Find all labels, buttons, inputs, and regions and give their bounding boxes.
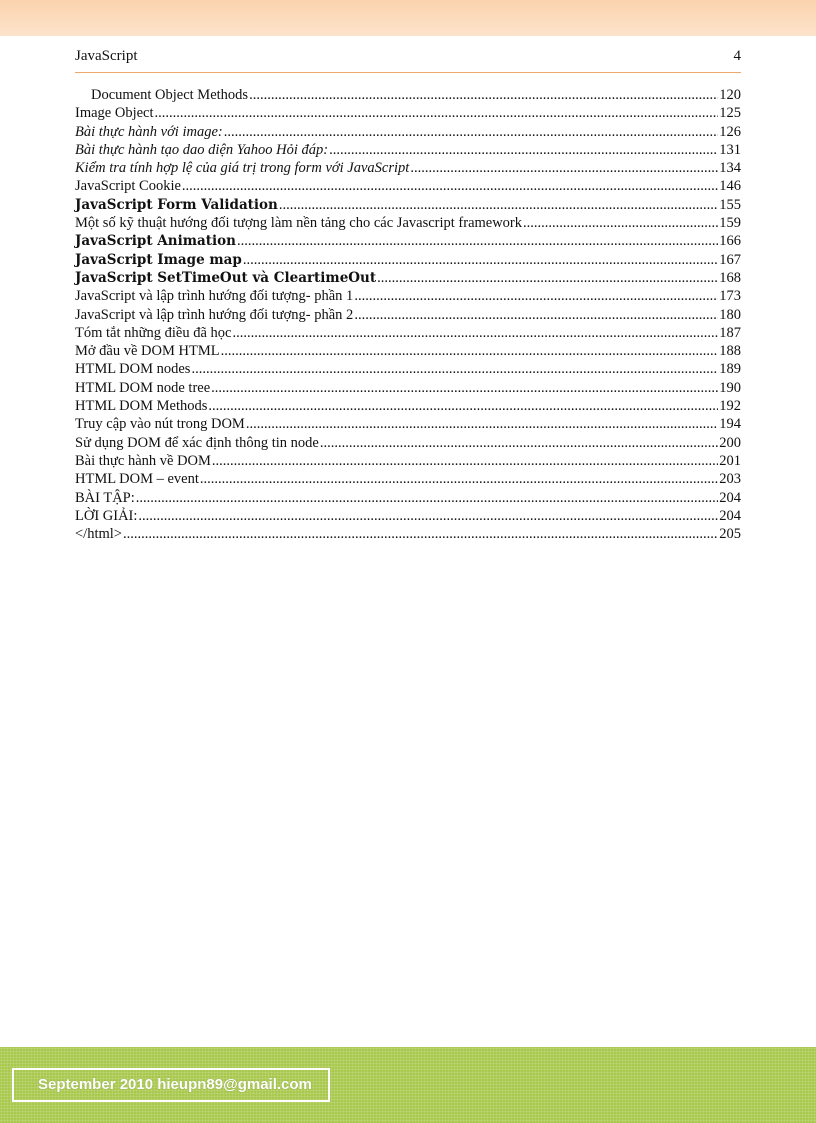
toc-entry[interactable] — [75, 141, 741, 159]
toc-entry-label: Bài thực hành tạo dao diện Yahoo Hỏi đáp: — [75, 141, 329, 158]
toc-entry-page: 126 — [719, 123, 741, 140]
toc-entry[interactable] — [75, 104, 741, 122]
toc-entry-page: 201 — [719, 452, 741, 469]
toc-entry-page: 155 — [719, 196, 741, 213]
toc-entry[interactable] — [75, 324, 741, 342]
toc-entry-label: JavaScript Image map — [75, 251, 242, 268]
toc-entry[interactable] — [75, 269, 741, 287]
toc-entry-label: HTML DOM node tree — [75, 379, 211, 396]
header-title: JavaScript — [75, 48, 138, 64]
toc-entry[interactable] — [75, 379, 741, 397]
toc-leader-dots — [320, 434, 718, 452]
footer-box — [12, 1068, 330, 1102]
toc-entry-page: 200 — [719, 434, 741, 451]
toc-entry-label: HTML DOM Methods — [75, 398, 208, 415]
toc-entry[interactable] — [75, 232, 741, 250]
toc-entry-label: BÀI TẬP: — [75, 489, 135, 506]
toc-leader-dots — [191, 360, 718, 378]
toc-entry-label: JavaScript SetTimeOut và CleartimeOut — [75, 269, 377, 286]
toc-leader-dots — [212, 452, 718, 470]
toc-entry[interactable] — [75, 214, 741, 232]
toc-entry[interactable] — [75, 415, 741, 433]
toc-entry[interactable] — [75, 525, 741, 543]
toc-leader-dots — [136, 489, 718, 507]
toc-leader-dots — [211, 379, 718, 397]
toc-entry-page: 125 — [719, 105, 741, 122]
toc-entry[interactable] — [75, 434, 741, 452]
toc-entry-page: 146 — [719, 178, 741, 195]
toc-entry-page: 131 — [719, 141, 741, 158]
toc-entry[interactable] — [75, 177, 741, 195]
toc-entry[interactable] — [75, 86, 741, 104]
toc-entry[interactable] — [75, 123, 741, 141]
toc-leader-dots — [354, 287, 718, 305]
toc-entry-label: JavaScript và lập trình hướng đối tượng- phần 2 — [75, 306, 354, 323]
toc-entry[interactable] — [75, 251, 741, 269]
toc-leader-dots — [200, 470, 718, 488]
toc-leader-dots — [155, 104, 719, 122]
toc-entry-page: 168 — [719, 269, 741, 286]
toc-entry[interactable] — [75, 159, 741, 177]
toc-entry-label: Truy cập vào nút trong DOM — [75, 416, 245, 433]
toc-entry-label: JavaScript Animation — [75, 233, 236, 250]
toc-entry-label: JavaScript và lập trình hướng đối tượng- phần 1 — [75, 288, 354, 305]
toc-leader-dots — [279, 196, 718, 214]
toc-entry-label: Kiểm tra tính hợp lệ của giá trị trong form với JavaScript — [75, 160, 410, 177]
toc-entry-page: 205 — [719, 526, 741, 543]
toc-entry-page: 194 — [719, 416, 741, 433]
toc-entry-page: 167 — [719, 251, 741, 268]
toc-entry-page: 203 — [719, 471, 741, 488]
header-page-number: 4 — [733, 48, 741, 64]
toc-entry[interactable] — [75, 360, 741, 378]
toc-entry[interactable] — [75, 287, 741, 305]
toc-entry-page: 192 — [719, 398, 741, 415]
toc-entry[interactable] — [75, 342, 741, 360]
toc-entry-label: Sử dụng DOM để xác định thông tin node — [75, 434, 319, 451]
toc-entry-page: 189 — [719, 361, 741, 378]
toc-entry-label: Bài thực hành với image: — [75, 123, 223, 140]
toc-entry-page: 188 — [719, 343, 741, 360]
toc-entry[interactable] — [75, 196, 741, 214]
toc-entry-label: HTML DOM – event — [75, 471, 199, 488]
footer-text: September 2010 hieupn89@gmail.com — [38, 1076, 312, 1093]
header-divider — [75, 72, 741, 73]
toc-leader-dots — [523, 214, 718, 232]
toc-entry-page: 134 — [719, 160, 741, 177]
toc-entry[interactable] — [75, 452, 741, 470]
toc-entry-label: Một số kỹ thuật hướng đối tượng làm nền tảng cho các Javascript framework — [75, 215, 523, 232]
toc-leader-dots — [246, 415, 718, 433]
toc-entry-page: 120 — [719, 87, 741, 103]
toc-leader-dots — [243, 251, 718, 269]
toc-leader-dots — [232, 324, 718, 342]
toc-entry-page: 166 — [719, 233, 741, 250]
toc-leader-dots — [224, 123, 719, 141]
toc-entry[interactable] — [75, 306, 741, 324]
toc-entry-label: Bài thực hành về DOM — [75, 452, 211, 469]
toc-entry-page: 159 — [719, 215, 741, 232]
toc-entry-label: Image Object — [75, 105, 154, 122]
toc-leader-dots — [123, 525, 718, 543]
toc-entry-page: 204 — [719, 489, 741, 506]
toc-leader-dots — [208, 397, 718, 415]
toc-entry-label: LỜI GIẢI: — [75, 507, 138, 524]
toc-leader-dots — [249, 86, 718, 104]
toc-leader-dots — [138, 507, 718, 525]
toc-leader-dots — [237, 232, 718, 250]
toc-entry-label: Mở đầu về DOM HTML — [75, 343, 220, 360]
toc-entry-label: JavaScript Cookie — [75, 178, 181, 195]
toc-entry-page: 180 — [719, 306, 741, 323]
toc-leader-dots — [329, 141, 718, 159]
top-decorative-band — [0, 0, 816, 36]
toc-entry-page: 190 — [719, 379, 741, 396]
toc-entry-label: JavaScript Form Validation — [75, 196, 278, 213]
toc-leader-dots — [182, 177, 718, 195]
toc-leader-dots — [221, 342, 719, 360]
toc-entry-label: Document Object Methods — [91, 87, 249, 103]
toc-entry-label: HTML DOM nodes — [75, 361, 191, 378]
page-header — [75, 48, 741, 70]
toc-entry-label: Tóm tắt những điều đã học — [75, 324, 232, 341]
toc-leader-dots — [410, 159, 718, 177]
toc-entry[interactable] — [75, 470, 741, 488]
table-of-contents — [75, 86, 741, 543]
toc-entry-page: 187 — [719, 324, 741, 341]
toc-leader-dots — [354, 306, 718, 324]
toc-entry[interactable] — [75, 507, 741, 525]
toc-leader-dots — [377, 269, 718, 287]
toc-entry-page: 173 — [719, 288, 741, 305]
toc-entry[interactable] — [75, 489, 741, 507]
toc-entry[interactable] — [75, 397, 741, 415]
toc-entry-page: 204 — [719, 507, 741, 524]
toc-entry-label: </html> — [75, 526, 122, 543]
